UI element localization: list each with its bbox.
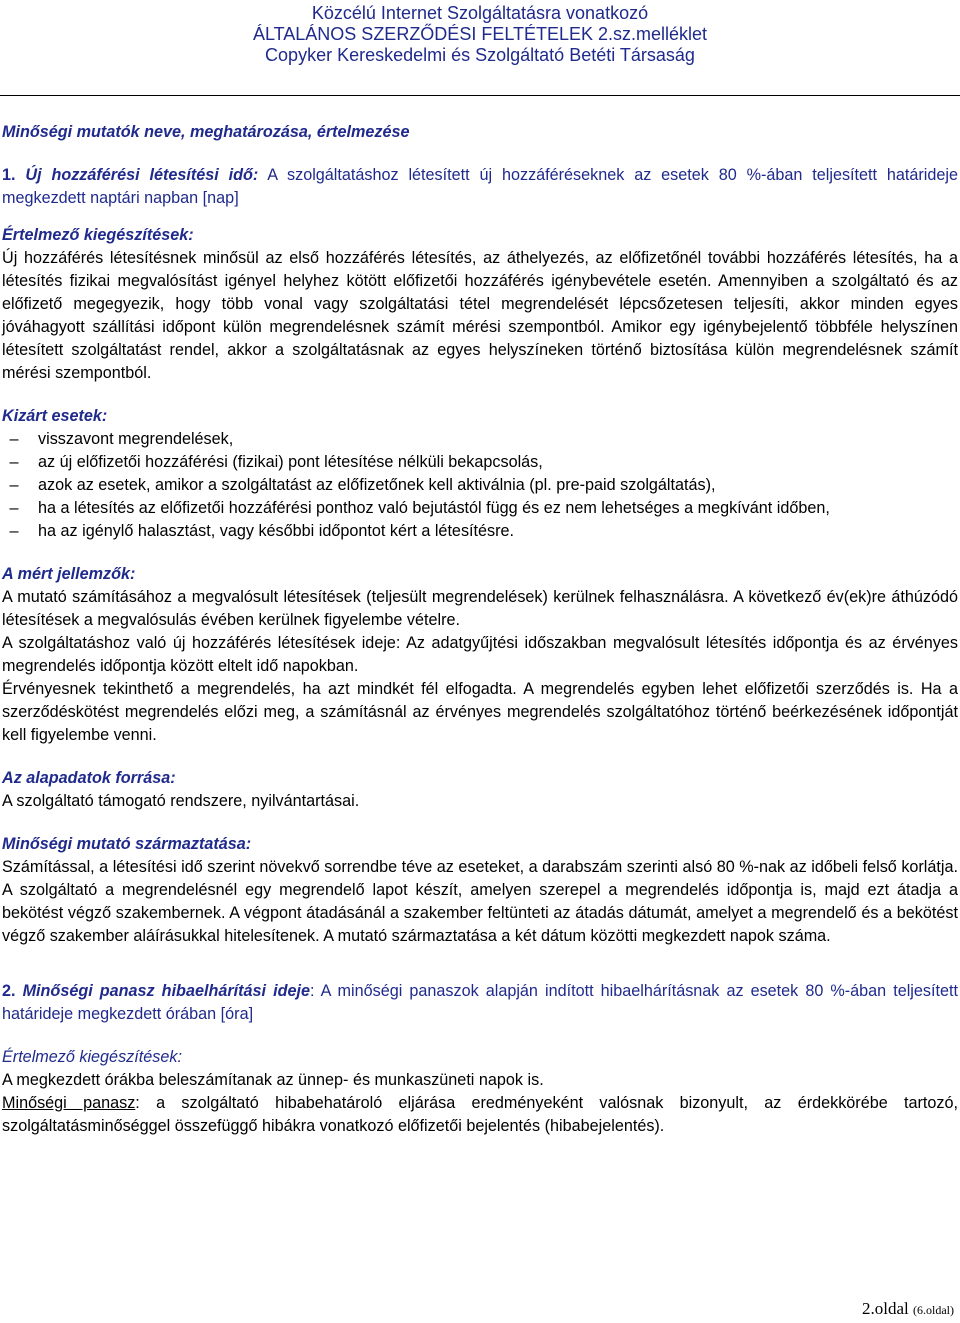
section1-forras-text: A szolgáltató támogató rendszere, nyilvántartásai. bbox=[2, 792, 360, 810]
header-line-3: Copyker Kereskedelmi és Szolgáltató Betéti Társaság bbox=[265, 45, 695, 65]
mert-paragraph: A szolgáltatáshoz való új hozzáférés létesítések ideje: Az adatgyűjtési időszakban megvalósult létesítés időpontja és az érvényes megrendelés időpontja között eltelt idő napokban. bbox=[2, 634, 958, 675]
section1-ertelmezo-heading: Értelmező kiegészítések: bbox=[2, 226, 194, 244]
list-item: – ha a létesítés az előfizetői hozzáférési ponthoz való bejutástól függ és ez nem lehetséges a megkívánt időben, bbox=[2, 497, 958, 520]
page-current: 2.oldal bbox=[862, 1299, 909, 1318]
page-total: (6.oldal) bbox=[913, 1303, 954, 1317]
section2-definition bbox=[2, 980, 958, 1026]
section1-definition bbox=[2, 164, 958, 210]
mert-paragraph: Érvényesnek tekinthető a megrendelés, ha azt mindkét fél elfogadta. A megrendelés egyben lehet előfizetői szerződés is. Ha a szerződéskötést megrendelés előzi meg, a számításnál az érvényes megrendelés szolgáltatóhoz történő beérkezésének időpontját kell figyelembe venni. bbox=[2, 680, 958, 744]
section1-ertelmezo-text: Új hozzáférés létesítésnek minősül az első hozzáférés létesítés, az áthelyezés, az előfizetőnél további hozzáférés létesítés, ha a létesítés fizikai megvalósítást igényel helyhez kötött előfizetői hozzáférés igénybevétele esetén. Amennyiben a szolgáltató és az előfizető megegyezik, hogy több vonal vagy szolgáltatási tétel megrendelését lépcsőzetesen teljesíti, akkor minden egyes jóváhagyott szállítási időpont külön megrendelésnek számít mérési szempontból. Amikor egy igénybejelentő többféle helyszínen létesített szolgáltatást rendel, akkor a szolgáltatásnak az egyes helyszíneken történő biztosítása külön megrendelésnek számít mérési szempontból. bbox=[2, 249, 958, 382]
dash-marker: – bbox=[9, 522, 19, 540]
section2-ertelmezo-text: A megkezdett órákba beleszámítanak az ünnep- és munkaszüneti napok is. bbox=[2, 1071, 544, 1089]
list-item: – azok az esetek, amikor a szolgáltatást az előfizetőnek kell aktiválnia (pl. pre-paid szolgáltatás), bbox=[2, 474, 958, 497]
header-divider bbox=[0, 95, 960, 96]
mert-paragraph: A mutató számításához a megvalósult létesítések (teljesült megrendelések) kerülnek felhasználásra. A következő év(ek)re áthúzódó létesítések a megvalósulás évében kerülnek figyelembe vételre. bbox=[2, 588, 958, 629]
dash-marker: – bbox=[9, 499, 19, 517]
doc-title: Minőségi mutatók neve, meghatározása, értelmezése bbox=[2, 123, 410, 141]
header-line-2: ÁLTALÁNOS SZERZŐDÉSI FELTÉTELEK 2.sz.melléklet bbox=[252, 24, 708, 44]
section1-definition-text: A szolgáltatáshoz létesített új hozzáféréseknek az esetek 80 %-ában teljesített határideje megkezdett naptári napban [nap] bbox=[2, 166, 958, 207]
kizart-list bbox=[2, 428, 958, 543]
section2-definition-text: : A minőségi panaszok alapján indított hibaelhárításnak az esetek 80 %-ában teljesített határideje megkezdett órában [óra] bbox=[2, 982, 958, 1023]
list-item: – visszavont megrendelések, bbox=[2, 428, 958, 451]
dash-marker: – bbox=[9, 453, 19, 471]
dash-marker: – bbox=[9, 476, 19, 494]
section1-name: Új hozzáférési létesítési idő: bbox=[25, 166, 259, 184]
section1-szarmaztatas-heading: Minőségi mutató származtatása: bbox=[2, 835, 252, 853]
section2-ertelmezo-heading: Értelmező kiegészítések: bbox=[2, 1048, 182, 1066]
section1-mert-heading: A mért jellemzők: bbox=[2, 565, 136, 583]
list-item: – ha az igénylő halasztást, vagy későbbi időpontot kért a létesítésre. bbox=[2, 520, 958, 543]
document-header bbox=[0, 0, 960, 66]
header-line-1: Közcélú Internet Szolgáltatásra vonatkozó bbox=[311, 3, 649, 23]
dash-marker: – bbox=[9, 430, 19, 448]
section1-szarmaztatas-text: Számítással, a létesítési idő szerint növekvő sorrendbe téve az eseteket, a darabszám szerinti alsó 80 %-nak az időbeli felső korlátja. A szolgáltató a megrendelésnél egy megrendelő lapot készít, amelyen szerepel a megrendelés időpontja is, majd ezt átadja a bekötést végző szakembernek. A végpont átadásánál a szakember feltünteti az átadás dátumát, amelyet a megrendelő és a bekötést végző szakember aláírásukkal hitelesítenek. A mutató származtatása a két dátum közötti megkezdett napok száma. bbox=[2, 858, 958, 945]
section1-number: 1. bbox=[2, 166, 16, 184]
panasz-text: : a szolgáltató hibabehatároló eljárása eredményeként valósnak bizonyult, az érdekkörébe tartozó, szolgáltatásminőséggel összefüggő hibákra vonatkozó előfizetői bejelentés (hibabejelentés). bbox=[2, 1094, 958, 1135]
document-body bbox=[2, 121, 958, 1138]
section2-number: 2. bbox=[2, 982, 16, 1000]
section2-panasz-definition bbox=[2, 1092, 958, 1138]
section2-name: Minőségi panasz hibaelhárítási ideje bbox=[22, 982, 310, 1000]
page-number bbox=[862, 1299, 954, 1319]
panasz-term: Minőségi panasz bbox=[2, 1094, 136, 1112]
list-item: – az új előfizetői hozzáférési (fizikai) pont létesítése nélküli bekapcsolás, bbox=[2, 451, 958, 474]
section1-kizart-heading: Kizárt esetek: bbox=[2, 407, 108, 425]
section1-forras-heading: Az alapadatok forrása: bbox=[2, 769, 176, 787]
